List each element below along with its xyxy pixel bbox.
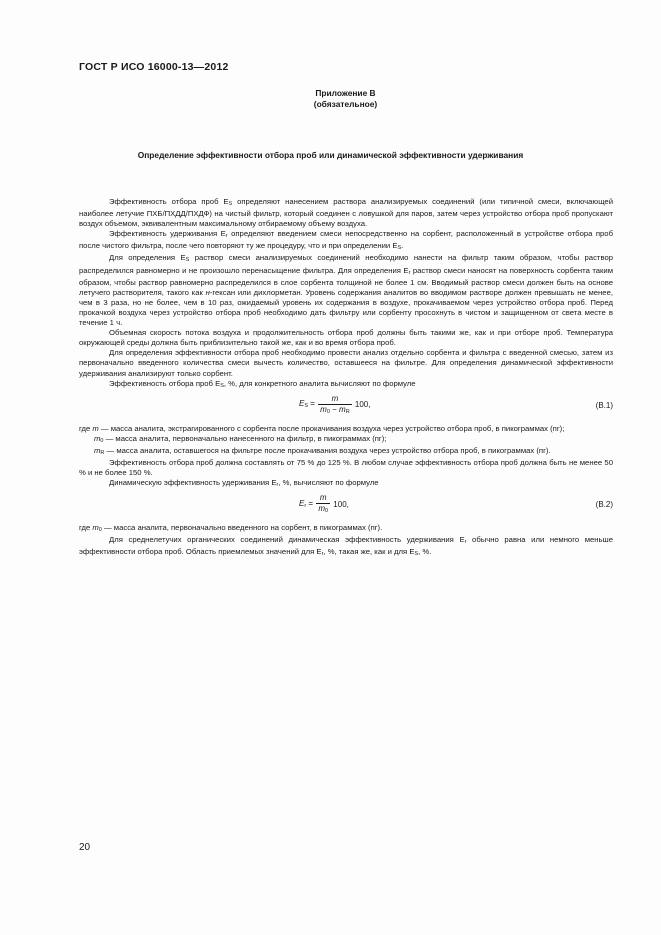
paragraph: Эффективность отбора проб $E_S$ определяют нанесением раствора анализируемых соединений (или типичной смеси, включающей наиболее летучие ПХБ/ПХДД/ПХДФ) на чистый фильтр, который соединен с ловушкой для паров, затем через устройство отбора проб пропускают воздух объемом, эквивалентным максимальному отбираемому объему воздуха.: [79, 197, 614, 229]
paragraph: Динамическую эффективность удерживания $E_r$, %, вычисляют по формуле: [109, 478, 379, 489]
paragraph: Для определения $E_S$ раствор смеси анализируемых соединений необходимо нанести на фильтр таким образом, чтобы раствор распределился равномерно и не произошло перенасыщение фильтра. Для определения $E_r$ раствор смеси наносят на поверхность сорбента таким образом, чтобы раствор равномерно распределился в слое сорбента толщиной не более 1 см. Вводимый раствор смеси должен быть на основе летучего растворителя, такого как н-гексан или дихлорметан. Уровень содержания аналитов во вводимом растворе должен превышать не менее, чем в 3 раза, но не более, чем в 10 раз, ожидаемый уровень их содержания в воздухе, прокачиваемом через устройство отбора проб. Перед прокачкой воздуха через устройство отбора проб необходимо дать фильтру или сорбенту просохнуть в чистом и защищенном от света месте в течение 1 ч.: [79, 253, 613, 328]
formula-number: (B.2): [595, 500, 613, 510]
formula-b1: $E_S$ = $\frac{m}{m_0 - m_R}$ 100, (B.1): [299, 393, 613, 415]
legend-m0-sorbent: где $m_0$ — масса аналита, первоначально введенного на сорбент, в пикограммах (пг).: [79, 523, 383, 534]
formula-b2: $E_r$ = $\frac{m}{m_0}$ 100, (B.2): [299, 493, 613, 515]
page-number: 20: [79, 842, 91, 853]
standard-header: ГОСТ Р ИСО 16000-13—2012: [79, 61, 229, 73]
annex-status: (обязательное): [313, 99, 378, 109]
paragraph: Эффективность отбора проб должна составлять от 75 % до 125 %. В любом случае эффективность отбора проб должна быть не менее 50 % и не более 150 %.: [79, 457, 613, 478]
paragraph: Эффективность удерживания $E_r$ определяют введением смеси непосредственно на сорбент, расположенный в устройстве отбора проб после чистого фильтра, после чего повторяют ту же процедуру, что и при определении $E_S$.: [79, 229, 613, 252]
legend-m: где m — масса аналита, экстрагированного с сорбента после прокачивания воздуха через устройство отбора проб, в пикограммах (пг);: [79, 423, 565, 433]
paragraph: Эффективность отбора проб $E_S$, %, для конкретного аналита вычисляют по формуле: [109, 378, 416, 389]
legend-m0: $m_0$ — масса аналита, первоначально нанесенного на фильтр, в пикограммах (пг);: [94, 433, 387, 444]
legend-mR: $m_R$ — масса аналита, оставшегося на фильтре после прокачивания воздуха через устройство отбора проб, в пикограммах (пг).: [94, 445, 551, 456]
paragraph: Объемная скорость потока воздуха и продолжительность отбора проб должны быть такими же, как и при отборе проб. Температура окружающей среды должна быть приблизительно такой же, как и во время отбора проб.: [79, 328, 613, 348]
annex-title: Приложение В: [315, 88, 376, 98]
formula-number: (B.1): [595, 400, 613, 410]
paragraph: Для среднелетучих органических соединений динамическая эффективность удерживания $E_r$ обычно равна или немного меньше эффективности отбора проб. Область приемлемых значений для $E_r$, %, такая же, как и для $E_S$, %.: [79, 535, 613, 558]
fraction: $\frac{m}{m_0}$: [318, 493, 329, 515]
document-body: [79, 197, 613, 560]
section-title: Определение эффективности отбора проб или динамической эффективности удерживания: [137, 150, 524, 160]
paragraph: Для определения эффективности отбора проб необходимо провести анализ отдельно сорбента и фильтра с введенной смесью, затем из первоначально введенного количества смеси вычесть количество, оставшееся на фильтре. Для определения динамической эффективности удерживания анализируют только сорбент.: [79, 348, 613, 378]
fraction: $\frac{m}{m_0 - m_R}$: [320, 393, 350, 415]
